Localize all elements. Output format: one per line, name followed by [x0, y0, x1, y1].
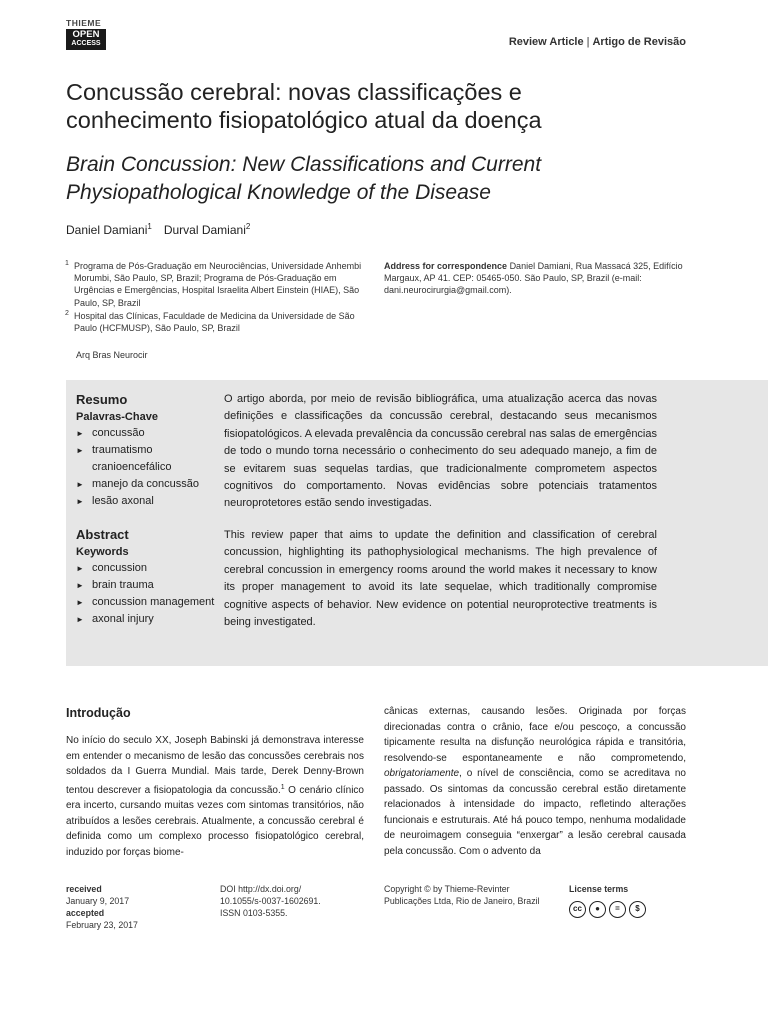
keyword-item: ► axonal injury	[76, 611, 216, 628]
palavras-chave-heading: Palavras-Chave	[76, 411, 158, 423]
article-type-en: Review Article	[508, 36, 584, 48]
doi-value[interactable]: 10.1055/s-0037-1602691.	[220, 896, 321, 906]
copyright-block	[384, 883, 564, 907]
open-access-badge	[66, 29, 106, 50]
publisher-logo	[66, 18, 110, 56]
keyword-item: ► lesão axonal	[76, 493, 216, 510]
open-access-label-2: ACCESS	[71, 40, 101, 47]
correspondence-label: Address for correspondence	[384, 261, 508, 271]
keyword-item: ► traumatismo cranioencefálico	[76, 442, 216, 476]
received-date: January 9, 2017	[66, 896, 130, 906]
keyword-item: ► manejo da concussão	[76, 476, 216, 493]
issn: ISSN 0103-5355.	[220, 908, 288, 918]
abstract-box	[66, 380, 768, 666]
abstract-text: This review paper that aims to update the definition and classification of cerebral concussion, highlighting its pathophysiological mechanisms. The high prevalence of cerebral concussion in emergency rooms around the world makes it necessary to know its proper management to avoid its late sequelae, which traditionally compromise cognitive aspects of behavior. New evidence on potential neuroprotective treatments is being investigated.	[224, 529, 657, 629]
affiliation-text: Programa de Pós-Graduação em Neurociências, Universidade Anhembi Morumbi, São Paulo, SP, Brazil; Programa de Pós-Graduação em Urgências e Emergências, Hospital Israelita Albert Einstein (HIAE), São Paulo, SP, Brazil	[74, 261, 362, 308]
body-text: , o nível de consciência, como se acreditava no passado. Os sintomas da concussão cerebral estão diretamente relacionados à intensidade do impacto, refletindo alterações funcionais e estruturais. Até há pouco tempo, nenhuma modalidade de neuroimagem conseguia “enxergar” a lesão cerebral causada pela concussão. Com o advento da	[384, 768, 686, 857]
abstract-keywords	[76, 527, 216, 628]
author-list	[66, 222, 250, 237]
author-affiliation-mark: 1	[147, 222, 152, 231]
affiliations	[66, 260, 376, 335]
keyword-item: ► concussion	[76, 560, 216, 577]
title-portuguese	[66, 78, 686, 134]
resumo-text: O artigo aborda, por meio de revisão bibliográfica, uma atualização acerca das novas definições e classificações da concussão cerebral, destacando seus mecanismos fisiopatológicos. A elevada prevalência da concussão cerebral nas salas de emergências de todo o mundo torna necessário o conhecimento do seu adequado manejo, a fim de se evitarem suas sequelas tardias, que tradicionalmente comprometem aspectos cognitivos do comportamento. Novas evidências sobre potenciais tratamentos neuroprotetores estão sendo investigadas.	[224, 393, 657, 510]
author-name: Durval Damiani	[163, 223, 246, 237]
article-type-separator: |	[586, 36, 590, 48]
body-text: No início do seculo XX, Joseph Babinski já demonstrava interesse em entender o mecanismo de lesão das concussões cerebrais nos soldados da I Guerra Mundial. Mais tarde, Derek Denny-Brown tentou descrever a fisiopatologia da concussão.	[66, 735, 364, 796]
affiliation-item	[66, 310, 376, 334]
keywords-heading: Keywords	[76, 546, 129, 558]
by-icon: ●	[589, 901, 606, 918]
body-emphasis: obrigatoriamente	[384, 768, 460, 779]
affiliation-text: Hospital das Clínicas, Faculdade de Medicina da Universidade de São Paulo (HCFMUSP), São Paulo, SP, Brazil	[74, 310, 355, 334]
title-en-line-2: Physiopathological Knowledge of the Disease	[66, 181, 491, 204]
publisher-name: THIEME	[66, 18, 102, 28]
body-right-column	[384, 704, 686, 859]
open-access-label-1: OPEN	[72, 29, 100, 40]
doi-block	[220, 883, 380, 919]
title-en-line-1: Brain Concussion: New Classifications and Current	[66, 153, 542, 176]
accepted-date: February 23, 2017	[66, 920, 138, 930]
body-paragraph	[384, 704, 686, 859]
accepted-label: accepted	[66, 908, 105, 918]
nc-icon: $	[629, 901, 646, 918]
resumo-keywords	[76, 392, 216, 510]
doi-link[interactable]: DOI http://dx.doi.org/	[220, 884, 302, 894]
resumo-heading: Resumo	[76, 392, 128, 407]
keyword-item: ► concussion management	[76, 594, 216, 611]
article-type-pt: Artigo de Revisão	[592, 36, 686, 48]
citation-mark: 1	[280, 783, 285, 791]
title-pt-line-2: conhecimento fisiopatológico atual da doença	[66, 107, 542, 133]
body-text: cânicas externas, causando lesões. Originada por forças direcionadas contra o crânio, face e/ou pescoço, a concussão tipicamente resulta na disfunção neurológica rápida e transitória, resolvendo-se espontaneamente e não comprometendo,	[384, 706, 686, 764]
body-left-column	[66, 705, 364, 860]
title-english	[66, 151, 706, 207]
body-paragraph	[66, 733, 364, 860]
license-label: License terms	[569, 884, 629, 894]
copyright-line-1: Copyright © by Thieme-Revinter	[384, 884, 510, 894]
journal-name: Arq Bras Neurocir	[76, 350, 148, 360]
keyword-item: ► brain trauma	[76, 577, 216, 594]
copyright-line-2: Publicações Ltda, Rio de Janeiro, Brazil	[384, 896, 540, 906]
keyword-item: ► concussão	[76, 425, 216, 442]
correspondence-text: Daniel Damiani, Rua Massacá 325, Edifício Margaux, AP 41. CEP: 05465-050. São Paulo, SP, Brazil (e-mail: dani.neurocirurgia@gmail.com).	[384, 261, 683, 296]
dates-block	[66, 883, 196, 931]
affiliation-mark: 2	[65, 309, 69, 317]
correspondence	[384, 260, 684, 297]
received-label: received	[66, 884, 102, 894]
author-name: Daniel Damiani	[66, 223, 148, 237]
author-affiliation-mark: 2	[245, 222, 251, 231]
license-block	[569, 883, 689, 918]
license-icons[interactable]	[569, 901, 689, 918]
section-heading: Introdução	[66, 706, 131, 720]
affiliation-item	[66, 260, 376, 309]
title-pt-line-1: Concussão cerebral: novas classificações e	[66, 79, 522, 105]
affiliation-mark: 1	[65, 260, 69, 267]
cc-icon: cc	[569, 901, 586, 918]
nd-icon: =	[609, 901, 626, 918]
abstract-heading: Abstract	[76, 527, 129, 542]
body-text: O cenário clínico era incerto, cursando muitas vezes com sintomas transitórios, não atribuídos a lesões cerebrais. Atualmente, a concussão cerebral é definida como um complexo processo fisiopatológico cerebral, induzido por forças biome-	[66, 784, 364, 858]
article-type	[509, 36, 686, 48]
